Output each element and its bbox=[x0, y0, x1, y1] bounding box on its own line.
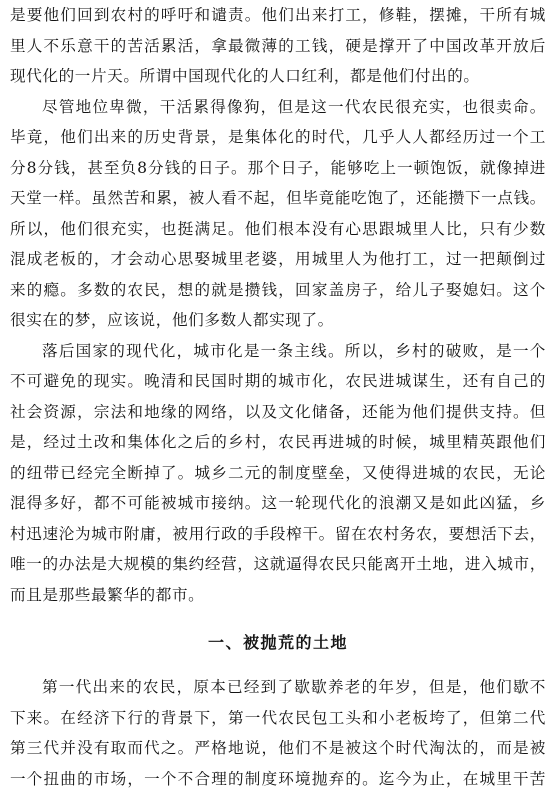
paragraph bbox=[10, 336, 546, 611]
text-line: 而且是那些最繁华的都市。 bbox=[10, 580, 546, 611]
text-line: 唯一的办法是大规模的集约经营，这就逼得农民只能离开土地，进入城市， bbox=[10, 549, 546, 580]
text-line: 是，经过土改和集体化之后的乡村，农民再进城的时候，城里精英跟他们 bbox=[10, 427, 546, 458]
text-line: 一个扭曲的市场，一个不合理的制度环境抛弃的。迄今为止，在城里干苦 bbox=[10, 764, 546, 794]
paragraph bbox=[10, 0, 546, 92]
document-page bbox=[10, 0, 546, 794]
section-heading: 一、被抛荒的土地 bbox=[10, 610, 546, 672]
text-line: 现代化的一片天。所谓中国现代化的人口红利，都是他们付出的。 bbox=[10, 61, 546, 92]
text-line: 混得多好，都不可能被城市接纳。这一轮现代化的浪潮又是如此凶猛，乡 bbox=[10, 488, 546, 519]
text-line: 下来。在经济下行的背景下，第一代农民包工头和小老板垮了，但第二代 bbox=[10, 703, 546, 734]
text-line: 来的瘾。多数的农民，想的就是攒钱，回家盖房子，给儿子娶媳妇。这个 bbox=[10, 275, 546, 306]
text-line: 混成老板的，才会动心思娶城里老婆，用城里人为他打工，过一把颠倒过 bbox=[10, 244, 546, 275]
text-line: 的纽带已经完全断掉了。城乡二元的制度壁垒，又使得进城的农民，无论 bbox=[10, 458, 546, 489]
text-line: 所以，他们很充实，也挺满足。他们根本没有心思跟城里人比，只有少数 bbox=[10, 214, 546, 245]
text-line: 落后国家的现代化，城市化是一条主线。所以，乡村的破败，是一个 bbox=[10, 336, 546, 367]
text-line: 是要他们回到农村的呼吁和谴责。他们出来打工，修鞋，摆摊，干所有城 bbox=[10, 0, 546, 31]
text-line: 毕竟，他们出来的历史背景，是集体化的时代，几乎人人都经历过一个工 bbox=[10, 122, 546, 153]
text-line: 社会资源，宗法和地缘的网络，以及文化储备，还能为他们提供支持。但 bbox=[10, 397, 546, 428]
text-line: 很实在的梦，应该说，他们多数人都实现了。 bbox=[10, 305, 546, 336]
paragraph bbox=[10, 92, 546, 336]
text-line: 村迅速沦为城市附庸，被用行政的手段榨干。留在农村务农，要想活下去， bbox=[10, 519, 546, 550]
text-line: 不可避免的现实。晚清和民国时期的城市化，农民进城谋生，还有自己的 bbox=[10, 366, 546, 397]
text-line: 尽管地位卑微，干活累得像狗，但是这一代农民很充实，也很卖命。 bbox=[10, 92, 546, 123]
text-line: 天堂一样。虽然苦和累，被人看不起，但毕竟能吃饱了，还能攒下一点钱。 bbox=[10, 183, 546, 214]
text-line: 第一代出来的农民，原本已经到了歇歇养老的年岁，但是，他们歇不 bbox=[10, 672, 546, 703]
text-line: 分8分钱，甚至负8分钱的日子。那个日子，能够吃上一顿饱饭，就像掉进 bbox=[10, 153, 546, 184]
text-line: 第三代并没有取而代之。严格地说，他们不是被这个时代淘汰的，而是被 bbox=[10, 733, 546, 764]
text-line: 里人不乐意干的苦活累活，拿最微薄的工钱，硬是撑开了中国改革开放后 bbox=[10, 31, 546, 62]
